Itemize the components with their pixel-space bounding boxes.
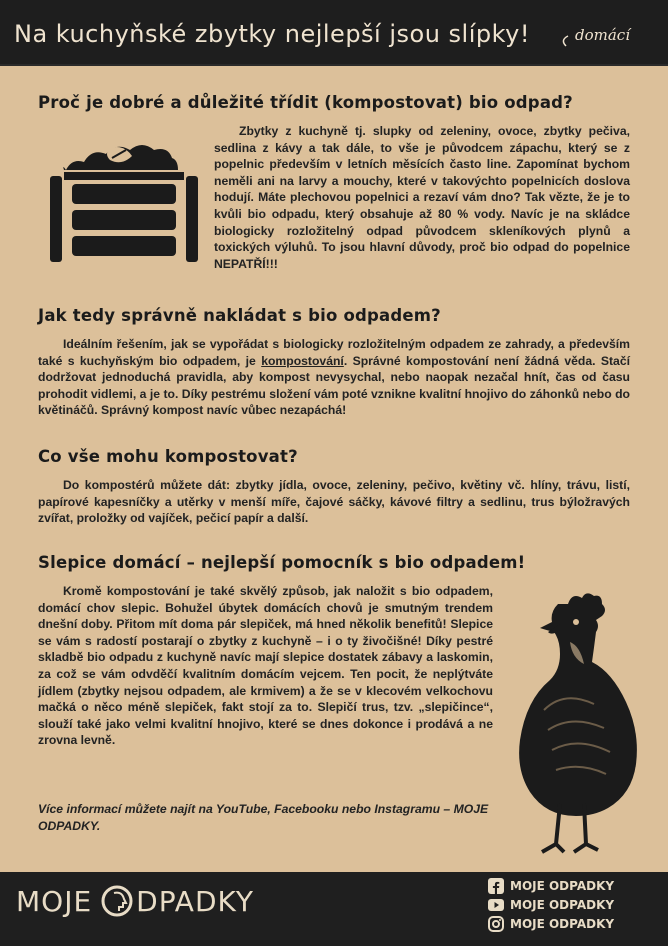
- header-title: [0, 0, 668, 64]
- section4-paragraph: Kromě kompostování je také skvělý způsob, jak naložit s bio odpadem, domácí chov slepic. Bohužel úbytek domácích chovů je smutným trendem dnešní doby. Přitom mít doma pár slepiček, má hned několik benefitů! Slepice se vám s radostí postarají o zbytky z kuchyně – i o ty živočišné! Díky pestré skladbě bio odpadu z kuchyně navíc mají slepice dostatek zábavy a laskomin, za což se vám odvděčí kvalitním domácím vejcem. Ten pocit, že neplýtváte jídlem (zbytky nejsou odpadem, ale krmivem) a že se v klecovém velkochovu mačká o něco méně slepiček, fakt stojí za to. Slepičí trus, tzv. „slepičince“, slouží také jako velmi kvalitní hnojivo, které se dnes dokonce i prodává a ne zrovna levně.: [38, 584, 493, 748]
- instagram-icon: [488, 916, 504, 932]
- facebook-icon: [488, 878, 504, 894]
- header-tag: domácí: [575, 26, 630, 44]
- youtube-link[interactable]: MOJE ODPADKY: [488, 897, 614, 913]
- hen-illustration: [508, 590, 642, 858]
- more-info-text: Více informací můžete najít na YouTube, Facebooku nebo Instagramu – MOJE ODPADKY.: [38, 802, 489, 833]
- section4-heading: Slepice domácí – nejlepší pomocník s bio odpadem!: [38, 553, 526, 572]
- brand-text-1: MOJE: [16, 884, 93, 918]
- section3-heading: Co vše mohu kompostovat?: [38, 447, 298, 466]
- kompostovani-link[interactable]: kompostování: [261, 353, 344, 368]
- section1-paragraph: Zbytky z kuchyně tj. slupky od zeleniny, ovoce, zbytky pečiva, sedlina z kávy a tak dále, to vše je původcem zápachu, který se z popelnic především v letních měsících často line. Zapomínat bychom neměli ani na larvy a mouchy, které v takovýchto popelnicích doslova hodují. Máte plechovou popelnici a rezaví vám dno? Tak vězte, že je to kvůli bio odpadu, který obsahuje až 80 % vody. Navíc je na skládce biologicky rozložitelný odpad původcem skleníkových plynů a toxických výluhů. To jsou hlavní důvody, proč bio odpad do popelnice NEPATŘÍ!!!: [214, 124, 630, 271]
- section3-paragraph: Do kompostérů můžete dát: zbytky jídla, ovoce, zeleniny, pečivo, květiny vč. hlíny, trávu, listí, papírové kapesníčky a utěrky v menší míře, čajové sáčky, kávové filtry a sedlinu, trus býložravých zvířat, proložky od vajíček, pečicí papír a další.: [38, 478, 630, 526]
- instagram-link[interactable]: MOJE ODPADKY: [488, 916, 614, 932]
- section1-heading: Proč je dobré a důležité třídit (kompostovat) bio odpad?: [38, 93, 573, 112]
- head-profile-icon: [100, 884, 134, 918]
- youtube-icon: [488, 897, 504, 913]
- compost-bin-icon: [50, 140, 198, 272]
- facebook-link[interactable]: MOJE ODPADKY: [488, 878, 614, 894]
- curl-decoration: [563, 36, 568, 46]
- section2-heading: Jak tedy správně nakládat s bio odpadem?: [38, 306, 441, 325]
- section2-paragraph: Ideálním řešením, jak se vypořádat s biologicky rozložitelným odpadem ze zahrady, a především také s kuchyňským bio odpadem, je kompostování. Správné kompostování není žádná věda. Stačí dodržovat jednoduchá pravidla, aby kompost nevysychal, nebo naopak nezačal hnít, čas od času prohodit vidlemi, a je to. Díky pestrému složení vám poté vznikne kvalitní hnojivo do záhonků nebo do květináčů. Správný kompost navíc vůbec nezapáchá!: [38, 337, 630, 418]
- brand-text-2: DPADKY: [136, 884, 254, 918]
- brand-logo: [16, 884, 254, 918]
- header-title-text: Na kuchyňské zbytky nejlepší jsou slípky!: [14, 20, 530, 48]
